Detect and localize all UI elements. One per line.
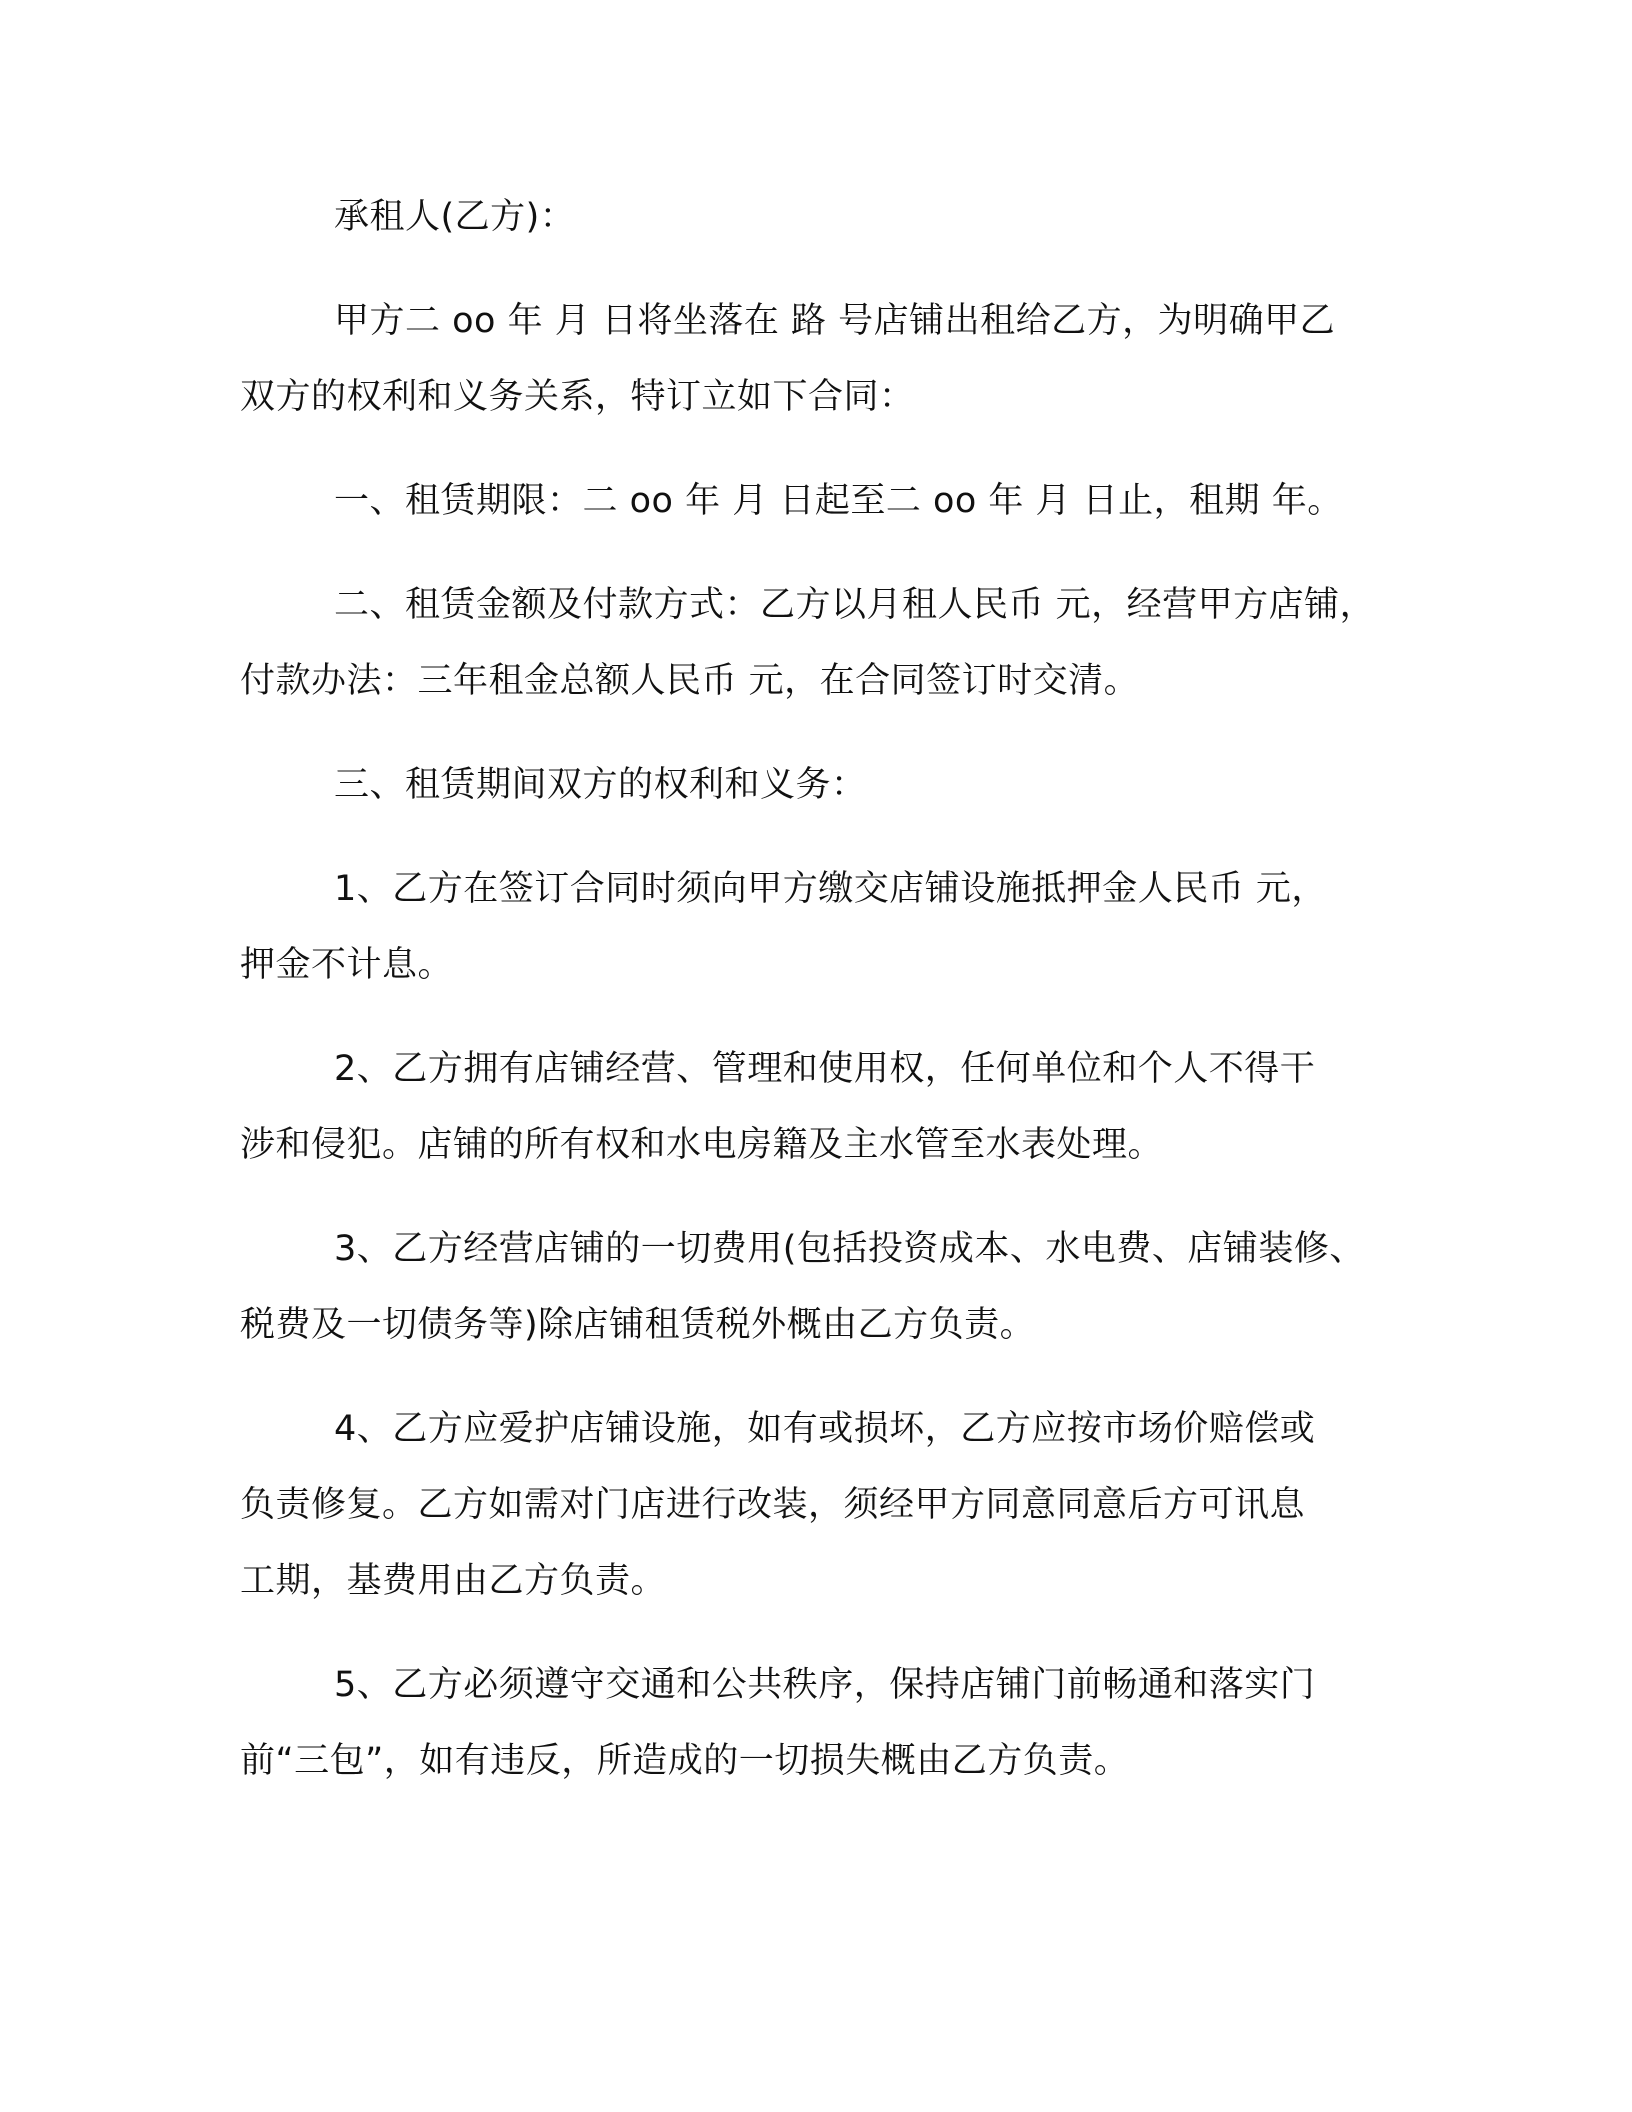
item-3-line-1: 3、乙方经营店铺的一切费用(包括投资成本、水电费、店铺装修、 xyxy=(334,1229,1365,1269)
item-4-line-3: 工期，基费用由乙方负责。 xyxy=(240,1561,667,1601)
intro-line-2: 双方的权利和义务关系，特订立如下合同： xyxy=(240,377,915,417)
item-4-line-1: 4、乙方应爱护店铺设施，如有或损坏，乙方应按市场价赔偿或 xyxy=(334,1409,1316,1449)
item-2-line-2: 涉和侵犯。店铺的所有权和水电房籍及主水管至水表处理。 xyxy=(240,1125,1164,1165)
clause-3-heading: 三、租赁期间双方的权利和义务： xyxy=(334,765,867,805)
item-5-line-2: 前“三包”，如有违反，所造成的一切损失概由乙方负责。 xyxy=(240,1741,1130,1781)
item-5-line-1: 5、乙方必须遵守交通和公共秩序，保持店铺门前畅通和落实门 xyxy=(334,1665,1316,1705)
item-4-line-2: 负责修复。乙方如需对门店进行改装，须经甲方同意同意后方可讯息 xyxy=(240,1485,1306,1525)
clause-2-line-1: 二、租赁金额及付款方式：乙方以月租人民币 元，经营甲方店铺， xyxy=(334,585,1376,625)
item-1-line-2: 押金不计息。 xyxy=(240,945,454,985)
clause-1-lease-term: 一、租赁期限：二 oo 年 月 日起至二 oo 年 月 日止，租期 年。 xyxy=(334,481,1343,521)
item-2-line-1: 2、乙方拥有店铺经营、管理和使用权，任何单位和个人不得干 xyxy=(334,1049,1316,1089)
tenant-label: 承租人(乙方)： xyxy=(334,197,576,237)
item-3-line-2: 税费及一切债务等)除店铺租赁税外概由乙方负责。 xyxy=(240,1305,1036,1345)
clause-2-line-2: 付款办法：三年租金总额人民币 元，在合同签订时交清。 xyxy=(240,661,1140,701)
intro-line-1: 甲方二 oo 年 月 日将坐落在 路 号店铺出租给乙方，为明确甲乙 xyxy=(334,301,1336,341)
item-1-line-1: 1、乙方在签订合同时须向甲方缴交店铺设施抵押金人民币 元， xyxy=(334,869,1327,909)
